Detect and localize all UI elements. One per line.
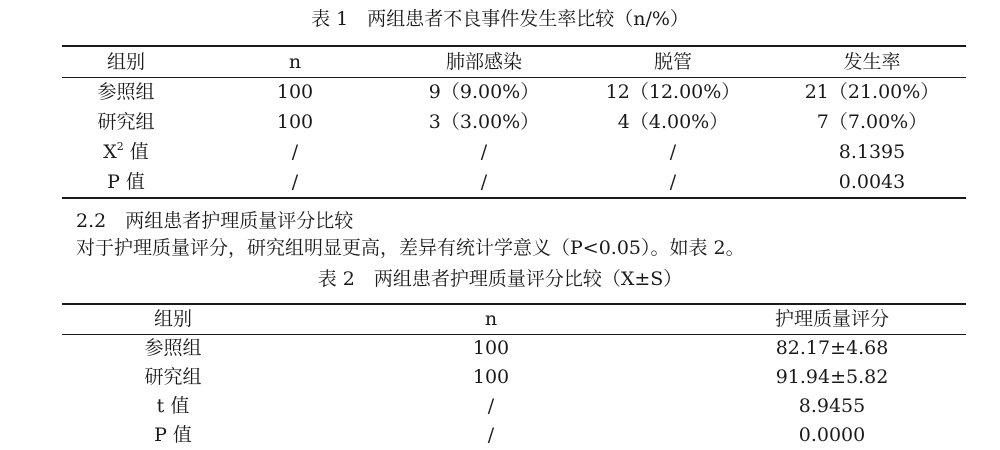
table-cell: 9（9.00%） [428, 81, 540, 103]
table-cell: 7（7.00%） [816, 111, 928, 133]
table-cell: 12（12.00%） [605, 81, 741, 103]
table-row [62, 167, 966, 197]
table-cell: 100 [472, 337, 510, 359]
table-cell: 0.0043 [838, 171, 906, 193]
table-cell: 3（3.00%） [428, 111, 540, 133]
table-row [62, 363, 966, 392]
table-cell: 参照组 [97, 81, 155, 103]
table2-header-n: n [484, 308, 498, 330]
table2-header-group: 组别 [153, 308, 192, 330]
table-cell: 研究组 [97, 111, 155, 133]
table1 [62, 47, 966, 197]
table-row [62, 334, 966, 363]
table-cell: / [669, 141, 677, 163]
table-cell: / [291, 141, 299, 163]
table1-header-group: 组别 [106, 51, 145, 73]
chi-square-suffix: 值 [129, 141, 149, 163]
table1-bottom-rule [62, 197, 966, 199]
chi-square-symbol: X [103, 141, 117, 163]
table-cell: 8.9455 [798, 395, 866, 417]
table1-header-incidence: 发生率 [843, 51, 901, 73]
table-cell: t 值 [156, 395, 190, 417]
table-cell: 100 [276, 111, 314, 133]
table2-header-quality-score: 护理质量评分 [774, 308, 889, 330]
table-cell: 研究组 [144, 366, 202, 388]
table-cell: 100 [276, 81, 314, 103]
table-row [62, 77, 966, 107]
table-cell: 82.17±4.68 [775, 337, 889, 359]
table2 [62, 305, 966, 450]
table-cell: P 值 [154, 424, 192, 446]
table-cell: / [480, 171, 488, 193]
table1-header-lung-infection: 肺部感染 [445, 51, 522, 73]
table-cell: / [480, 141, 488, 163]
table-row [62, 392, 966, 421]
table-cell: P 值 [107, 171, 145, 193]
table-cell: 91.94±5.82 [775, 366, 889, 388]
table-cell: 21（21.00%） [804, 81, 940, 103]
section-body: 对于护理质量评分，研究组明显更高，差异有统计学意义（P<0.05）。如表 2。 [76, 237, 745, 259]
table-cell: 8.1395 [838, 141, 906, 163]
table2-header-rule [62, 334, 966, 335]
table2-caption: 表 2 两组患者护理质量评分比较（X±S） [317, 268, 683, 290]
table-cell: / [669, 171, 677, 193]
table1-header-row [62, 47, 966, 77]
table-cell: / [487, 424, 495, 446]
table-row [62, 137, 966, 167]
table1-caption: 表 1 两组患者不良事件发生率比较（n/%） [311, 8, 689, 30]
section-heading: 2.2 两组患者护理质量评分比较 [76, 210, 354, 232]
chi-square-superscript: 2 [116, 140, 124, 153]
table-cell: 4（4.00%） [617, 111, 729, 133]
table-cell: 参照组 [144, 337, 202, 359]
table1-header-rule [62, 77, 966, 78]
table-cell: / [291, 171, 299, 193]
chi-square-label [62, 137, 190, 167]
table-cell: / [487, 395, 495, 417]
table-row [62, 107, 966, 137]
table-row [62, 421, 966, 450]
table2-header-row [62, 305, 966, 334]
table1-header-extubation: 脱管 [653, 51, 692, 73]
table-cell: 0.0000 [798, 424, 866, 446]
table1-header-n: n [288, 51, 302, 73]
table-cell: 100 [472, 366, 510, 388]
